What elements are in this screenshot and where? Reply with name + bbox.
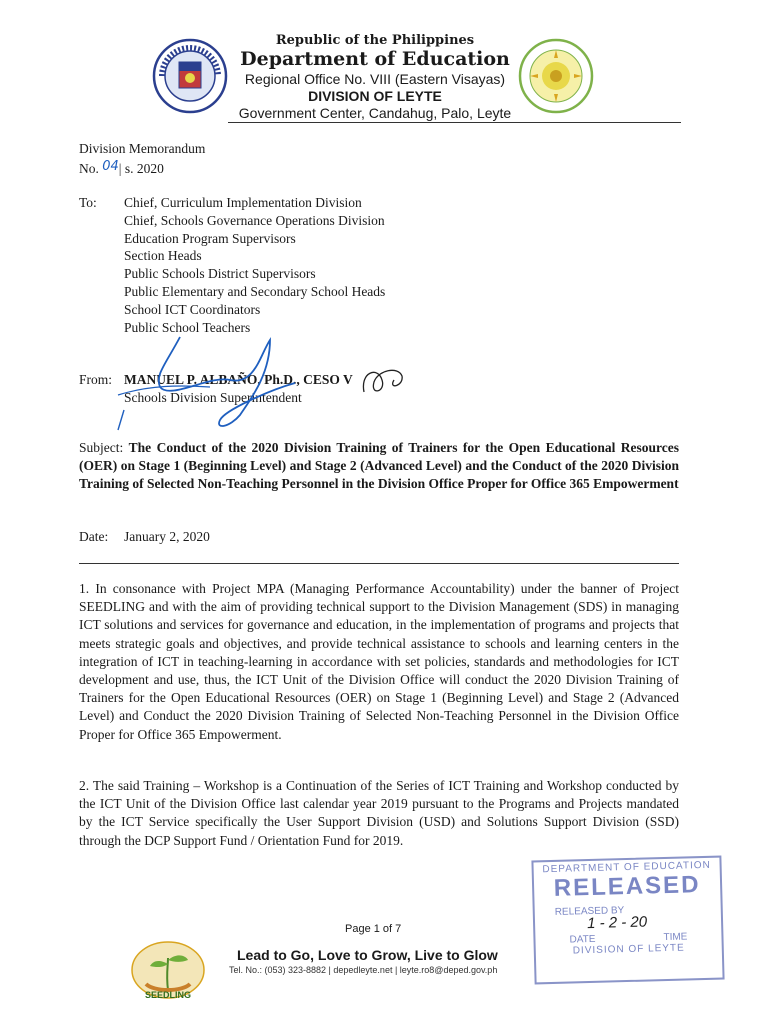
division-heading: DIVISION OF LEYTE [308,88,442,104]
date-divider [79,563,679,564]
stamp-handwritten-date: 1 - 2 - 20 [586,913,648,933]
subject-text: The Conduct of the 2020 Division Training of Trainers for the Open Educational Resources (OER) on Stage 1 (Beginning Level) and Stage 2 (Advanced Level) and the Conduct of the 2020 Division Training of Selected Non-Teaching Personnel in the Division Office Proper for Office 365 Empowerment [79,440,680,492]
address-heading: Government Center, Candahug, Palo, Leyte [238,105,512,121]
recipient-item: Section Heads [124,248,202,264]
recipient-item: School ICT Coordinators [124,301,261,317]
recipient-item: Public Schools District Supervisors [124,266,316,282]
to-label: To: [79,195,97,210]
memo-title: Division Memorandum [79,141,206,156]
department-heading: Department of Education [240,48,510,70]
recipient-item: Chief, Schools Governance Operations Division [124,212,385,228]
recipient-item: Chief, Curriculum Implementation Division [124,195,362,210]
leyte-division-seal [518,38,594,114]
stamp-date-label: DATE [569,933,596,946]
signature-scribble [110,335,300,435]
header-divider [228,122,681,123]
recipient-list [124,194,484,336]
from-label: From: [79,372,113,387]
footer-slogan: Lead to Go, Love to Grow, Live to Glow [237,947,498,963]
stamp-division: DIVISION OF LEYTE [572,942,685,957]
from-position: Schools Division Superintendent [124,390,302,405]
body-paragraph-2: 2. The said Training – Workshop is a Continuation of the Series of ICT Training and Workshop conducted by the ICT Unit of the Division Office last calendar year 2019 pursuant to the Programs and Projects mandated by the ICT Service specifically the User Support Division (USD) and Solutions Support Division (SSD) through the DCP Support Fund / Orientation Fund for 2019. [79,778,679,848]
subject-label: Subject: [79,440,124,455]
seedling-logo [128,940,208,1004]
released-stamp [531,856,724,985]
date-value: January 2, 2020 [124,529,210,544]
page-number: Page 1 of 7 [345,923,402,935]
subject-block [79,439,679,494]
stamp-released: RELEASED [553,871,701,902]
seedling-logo-text: SEEDLING [144,990,191,1000]
stamp-released-by: RELEASED BY [554,905,625,918]
memo-number-prefix: No. [79,161,99,176]
stamp-time-label: TIME [663,931,688,944]
date-label: Date: [79,529,109,544]
body-paragraph-1: 1. In consonance with Project MPA (Managing Performance Accountability) under the banner of Project SEEDLING and with the aim of providing technical support to the Division Management (SDS) in managing ICT solutions and services for governance and education, in the implementation of programs and projects that meets strategic goals and objectives, and provide technical assistance to schools and learning centers in the integration of ICT in teaching-learning in accordance with set policies, standards and methodologies for ICT development and use, thus, the ICT Unit of the Division Office will conduct the 2020 Division Training of Trainers for the Open Educational Resources (OER) on Stage 1 (Beginning Level) and Stage 2 (Advanced Level) and Conduct the 2020 Division Training of Selected Non-Teaching Personnel in the Division Office Proper for Office 365 Empowerment. [79,581,679,742]
region-heading: Regional Office No. VIII (Eastern Visayas) [244,71,506,87]
stamp-department: DEPARTMENT OF EDUCATION [542,859,711,876]
memo-number: No. 04| s. 2020 [79,159,164,176]
memo-number-handwritten: 04 [102,159,119,174]
recipient-item: Public Elementary and Secondary School Heads [124,283,386,299]
from-name: MANUEL P. ALBAÑO, Ph.D., CESO V [124,372,353,387]
memo-series: s. 2020 [124,161,164,176]
recipient-item: Public School Teachers [124,319,251,335]
recipient-item: Education Program Supervisors [124,230,296,246]
deped-seal [152,38,228,114]
footer-contact: Tel. No.: (053) 323-8882 | depedleyte.net | leyte.ro8@deped.gov.ph [229,965,498,975]
republic-heading: Republic of the Philippines [275,33,475,48]
initial-scribble [358,362,408,402]
